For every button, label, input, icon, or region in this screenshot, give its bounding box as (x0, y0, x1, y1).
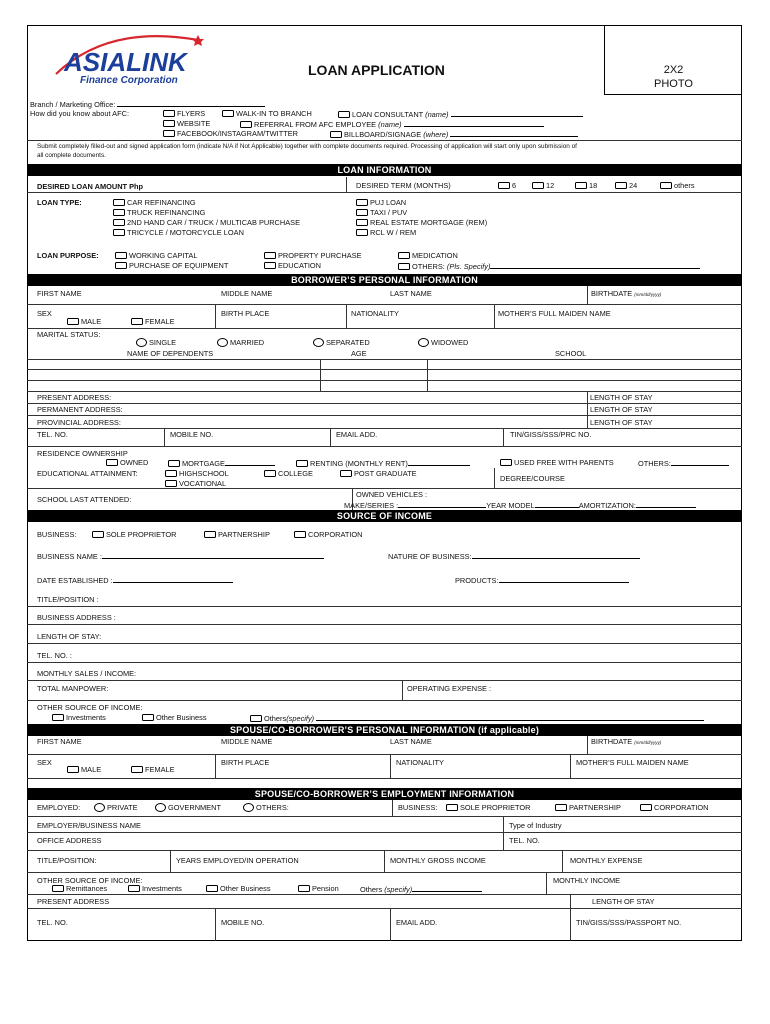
office-address-label: OFFICE ADDRESS (37, 836, 102, 845)
school-last-label: SCHOOL LAST ATTENDED: (37, 495, 132, 504)
spouse-emp-heading: SPOUSE/CO-BORROWER’S EMPLOYMENT INFORMATION (27, 788, 742, 800)
emp-corporation-checkbox[interactable] (640, 804, 652, 811)
rem-checkbox[interactable] (356, 219, 368, 226)
property-checkbox[interactable] (264, 252, 276, 259)
walk-in-label: WALK-IN TO BRANCH (236, 109, 312, 118)
notice-line-1: Submit completely filled-out and signed application form (indicate N/A if Not Applicable) together with complete documents required. Processing of application will start only upon submission of (37, 143, 577, 150)
owned-checkbox[interactable] (106, 459, 118, 466)
facebook-label: FACEBOOK/INSTAGRAM/TWITTER (177, 129, 298, 138)
billboard-field[interactable] (450, 129, 578, 137)
referral-label: REFERRAL FROM AFC EMPLOYEE (254, 120, 377, 129)
income-heading: SOURCE OF INCOME (27, 510, 742, 522)
form-title: LOAN APPLICATION (308, 62, 445, 78)
spouse-female-checkbox[interactable] (131, 766, 143, 773)
monthly-sales-label: MONTHLY SALES / INCOME: (37, 669, 137, 678)
spouse-other-business-checkbox[interactable] (206, 885, 218, 892)
photo-label-1: 2X2 (663, 64, 684, 76)
photo-label-2: PHOTO (654, 78, 693, 90)
age-label: AGE (351, 349, 367, 358)
industry-label: Type of Industry (509, 821, 562, 830)
loan-type-label: LOAN TYPE: (37, 198, 82, 207)
spouse-investments-checkbox[interactable] (128, 885, 140, 892)
income-tel-label: TEL. NO. : (37, 651, 72, 660)
spouse-nationality-label: NATIONALITY (396, 758, 444, 767)
postgrad-checkbox[interactable] (340, 470, 352, 477)
spouse-stay-label: LENGTH OF STAY (592, 897, 655, 906)
flyers-label: FLYERS (177, 109, 206, 118)
billboard-checkbox[interactable] (330, 131, 342, 138)
marital-label: MARITAL STATUS: (37, 330, 101, 339)
birth-place-label: BIRTH PLACE (221, 309, 270, 318)
years-label: YEARS EMPLOYED/IN OPERATION (176, 856, 299, 865)
others-specify-field[interactable] (316, 713, 704, 721)
branch-field[interactable] (117, 99, 265, 107)
government-radio[interactable] (155, 803, 166, 812)
rcl-checkbox[interactable] (356, 229, 368, 236)
vocational-checkbox[interactable] (165, 480, 177, 487)
tin-label: TIN/GISS/SSS/PRC NO. (510, 430, 592, 439)
asialink-logo (48, 34, 228, 88)
college-checkbox[interactable] (264, 470, 276, 477)
second-hand-checkbox[interactable] (113, 219, 125, 226)
emp-business-label: BUSINESS: (398, 803, 438, 812)
tel-label: TEL. NO. (37, 430, 68, 439)
products-label: PRODUCTS: (455, 576, 499, 585)
mortgage-checkbox[interactable] (168, 460, 180, 467)
nationality-label: NATIONALITY (351, 309, 399, 318)
equipment-checkbox[interactable] (115, 262, 127, 269)
single-radio[interactable] (136, 338, 147, 347)
investments-checkbox[interactable] (52, 714, 64, 721)
spouse-heading: SPOUSE/CO-BORROWER’S PERSONAL INFORMATION (if applicable) (27, 724, 742, 736)
desired-amount-label: DESIRED LOAN AMOUNT Php (37, 182, 144, 191)
spouse-title-label: TITLE/POSITION: (37, 856, 97, 865)
married-radio[interactable] (217, 338, 228, 347)
business-address-label: BUSINESS ADDRESS : (37, 613, 116, 622)
other-source-label: OTHER SOURCE OF INCOME: (37, 703, 143, 712)
emp-partnership-checkbox[interactable] (555, 804, 567, 811)
borrower-heading: BORROWER’S PERSONAL INFORMATION (27, 274, 742, 286)
mobile-label: MOBILE NO. (170, 430, 214, 439)
referral-field[interactable] (404, 119, 544, 127)
website-label: WEBSITE (177, 119, 211, 128)
puj-loan-checkbox[interactable] (356, 199, 368, 206)
private-radio[interactable] (94, 803, 105, 812)
term-18-checkbox[interactable] (575, 182, 587, 189)
taxi-checkbox[interactable] (356, 209, 368, 216)
pension-checkbox[interactable] (298, 885, 310, 892)
remittances-checkbox[interactable] (52, 885, 64, 892)
business-label: BUSINESS: (37, 530, 77, 539)
logo-name: ASIALINK (64, 47, 187, 77)
spouse-birthdate-label: BIRTHDATE (591, 737, 633, 746)
birthdate-label: BIRTHDATE (591, 289, 633, 298)
spouse-mobile-label: MOBILE NO. (221, 918, 265, 927)
truck-refinancing-checkbox[interactable] (113, 209, 125, 216)
products-field[interactable] (499, 575, 629, 583)
spouse-sex-label: SEX (37, 758, 52, 767)
used-free-checkbox[interactable] (500, 459, 512, 466)
sex-label: SEX (37, 309, 52, 318)
sole-checkbox[interactable] (92, 531, 104, 538)
branch-label: Branch / Marketing Office: (30, 100, 116, 109)
others-specify-checkbox[interactable] (250, 715, 262, 722)
present-stay-label: LENGTH OF STAY (590, 393, 653, 402)
spouse-birth-place-label: BIRTH PLACE (221, 758, 270, 767)
purpose-others-field[interactable] (490, 261, 700, 269)
loan-purpose-label: LOAN PURPOSE: (37, 251, 99, 260)
separated-radio[interactable] (313, 338, 324, 347)
highschool-checkbox[interactable] (165, 470, 177, 477)
education-label: EDUCATIONAL ATTAINMENT: (37, 469, 138, 478)
provincial-stay-label: LENGTH OF STAY (590, 418, 653, 427)
nature-label: NATURE OF BUSINESS: (388, 552, 472, 561)
residence-label: RESIDENCE OWNERSHIP (37, 449, 128, 458)
email-label: EMAIL ADD. (336, 430, 378, 439)
facebook-checkbox[interactable] (163, 130, 175, 137)
billboard-label: BILLBOARD/SIGNAGE (344, 130, 422, 139)
date-established-field[interactable] (113, 575, 233, 583)
education-checkbox[interactable] (264, 262, 276, 269)
spouse-present-address-label: PRESENT ADDRESS (37, 897, 110, 906)
tricycle-checkbox[interactable] (113, 229, 125, 236)
term-6-checkbox[interactable] (498, 182, 510, 189)
last-name-label: LAST NAME (390, 289, 432, 298)
spouse-first-name-label: FIRST NAME (37, 737, 82, 746)
spouse-other-source-label: OTHER SOURCE OF INCOME: (37, 876, 143, 885)
widowed-radio[interactable] (418, 338, 429, 347)
consultant-label: LOAN CONSULTANT (352, 110, 424, 119)
logo-subtitle: Finance Corporation (80, 75, 178, 86)
male-checkbox[interactable] (67, 318, 79, 325)
spouse-male-checkbox[interactable] (67, 766, 79, 773)
spouse-last-name-label: LAST NAME (390, 737, 432, 746)
spouse-mother-label: MOTHER’S FULL MAIDEN NAME (576, 758, 689, 767)
title-position-label: TITLE/POSITION : (37, 595, 99, 604)
medication-checkbox[interactable] (398, 252, 410, 259)
emp-others-radio[interactable] (243, 803, 254, 812)
owned-vehicles-label: OWNED VEHICLES : (356, 490, 428, 499)
working-capital-checkbox[interactable] (115, 252, 127, 259)
spouse-tel-label: TEL. NO. (37, 918, 68, 927)
first-name-label: FIRST NAME (37, 289, 82, 298)
middle-name-label: MIDDLE NAME (221, 289, 273, 298)
monthly-income-label: MONTHLY INCOME (553, 876, 621, 885)
emp-sole-checkbox[interactable] (446, 804, 458, 811)
term-12-checkbox[interactable] (532, 182, 544, 189)
business-name-field[interactable] (102, 551, 324, 559)
business-name-label: BUSINESS NAME : (37, 552, 102, 561)
employed-label: EMPLOYED: (37, 803, 81, 812)
flyers-checkbox[interactable] (163, 110, 175, 117)
employer-label: EMPLOYER/BUSINESS NAME (37, 821, 141, 830)
dependents-label: NAME OF DEPENDENTS (127, 349, 214, 358)
female-checkbox[interactable] (131, 318, 143, 325)
school-label: SCHOOL (555, 349, 587, 358)
office-tel-label: TEL. NO. (509, 836, 540, 845)
notice-line-2: all complete documents. (37, 152, 106, 159)
operating-label: OPERATING EXPENSE : (407, 684, 492, 693)
consultant-checkbox[interactable] (338, 111, 350, 118)
purpose-others-checkbox[interactable] (398, 263, 410, 270)
mother-label: MOTHER’S FULL MAIDEN NAME (498, 309, 611, 318)
provincial-address-label: PROVINCIAL ADDRESS: (37, 418, 121, 427)
desired-term-label: DESIRED TERM (MONTHS) (356, 181, 451, 190)
nature-field[interactable] (472, 551, 640, 559)
degree-label: DEGREE/COURSE (500, 474, 565, 483)
income-stay-label: LENGTH OF STAY: (37, 632, 102, 641)
consultant-field[interactable] (451, 109, 583, 117)
spouse-email-label: EMAIL ADD. (396, 918, 438, 927)
term-24-checkbox[interactable] (615, 182, 627, 189)
partnership-checkbox[interactable] (204, 531, 216, 538)
car-refinancing-checkbox[interactable] (113, 199, 125, 206)
date-established-label: DATE ESTABLISHED : (37, 576, 113, 585)
spouse-tin-label: TIN/GISS/SSS/PASSPORT NO. (576, 918, 682, 927)
website-checkbox[interactable] (163, 120, 175, 127)
spouse-middle-name-label: MIDDLE NAME (221, 737, 273, 746)
loan-info-heading: LOAN INFORMATION (27, 164, 742, 176)
permanent-address-label: PERMANENT ADDRESS: (37, 405, 123, 414)
present-address-label: PRESENT ADDRESS: (37, 393, 112, 402)
corporation-checkbox[interactable] (294, 531, 306, 538)
how-label: How did you know about AFC: (30, 109, 130, 118)
referral-checkbox[interactable] (240, 121, 252, 128)
gross-label: MONTHLY GROSS INCOME (390, 856, 486, 865)
manpower-label: TOTAL MANPOWER: (37, 684, 109, 693)
term-others-checkbox[interactable] (660, 182, 672, 189)
permanent-stay-label: LENGTH OF STAY (590, 405, 653, 414)
renting-checkbox[interactable] (296, 460, 308, 467)
other-business-checkbox[interactable] (142, 714, 154, 721)
walk-in-checkbox[interactable] (222, 110, 234, 117)
expense-label: MONTHLY EXPENSE (570, 856, 643, 865)
loan-application-page: ASIALINK Finance Corporation LOAN APPLICATION 2X2 PHOTO Branch / Marketing Office: How did you know about AFC: FLYERS WALK-IN TO BRANCH LOAN CONSULTANT (name) WEBSITE REFERRAL FROM AFC EMPLOYEE (name) FACEBOOK/INSTAGRAM/TWITTER BILLBOARD/SIGNAGE (where) Submit completely filled-out and signed application form (indicate N/A if Not Applicable) together with complete documents required. Processing of application will start only upon submission of all complete documents. LOAN INFORMATION DESIRED LOAN AMOUNT Php DESIRED TERM (MONTHS) 6 12 18 24 others LOAN TYPE: CAR REFINANCING TRUCK REFINANCING 2ND HAND CAR / TRUCK / MULTICAB PURCHASE TRICYCLE / MOTORCYCLE LOAN PUJ LOAN TAXI / PUV REAL ESTATE MORTGAGE (REM) RCL W / REM LOAN PURPOSE: WORKING CAPITAL PURCHASE OF EQUIPMENT PROPERTY PURCHASE EDUCATION MEDICATION OTHERS: (Pls. Specify) BORROWER’S PERSONAL INFORMATION FIRST NAME MIDDLE NAME LAST NAME BIRTHDATE (mm/dd/yyyy) SEX MALE FEMALE BIRTH PLACE NATIONALITY MOTHER’S FULL MAIDEN NAME MARITAL STATUS: SINGLE MARRIED SEPARATED WIDOWED NAME OF DEPENDENTS AGE SCHOOL PRESENT ADDRESS: LENGTH OF STAY PERMANENT ADDRESS: LENGTH OF STAY PROVINCIAL ADDRESS: LENGTH OF STAY TEL. NO. MOBILE NO. EMAIL ADD. TIN/GISS/SSS/PRC NO. RESIDENCE OWNERSHIP OWNED MORTGAGE RENTING (MONTHLY RENT) USED FREE WITH PARENTS OTHERS: EDUCATIONAL ATTAINMENT: HIGHSCHOOL COLLEGE POST GRADUATE VOCATIONAL DEGREE/COURSE SCHOOL LAST ATTENDED: OWNED VEHICLES : MAKE/SERIES : YEAR MODEL AMORTIZATION: SOURCE OF INCOME BUSINESS: SOLE PROPRIETOR PARTNERSHIP CORPORATION BUSINESS NAME : NATURE OF BUSINESS: DATE ESTABLISHED : PRODUCTS: TITLE/POSITION : BUSINESS ADDRESS : LENGTH OF STAY: TEL. NO. : MONTHLY SALES / INCOME: TOTAL MANPOWER: OPERATING EXPENSE : OTHER SOURCE OF INCOME: Investments Other Business Others(specify) SPOUSE/CO-BORROWER’S PERSONAL INFORMATION (if applicable) FIRST NAME MIDDLE NAME LAST NAME BIRTHDATE (mm/dd/yyyy) SEX MALE FEMALE BIRTH PLACE NATIONALITY MOTHER’S FULL MAIDEN NAME SPOUSE/CO-BORROWER’S EMPLOYMENT INFORMATION EMPLOYED: PRIVATE GOVERNMENT OTHERS: BUSINESS: SOLE PROPRIETOR PARTNERSHIP CORPORATION EMPLOYER/BUSINESS NAME Type of Industry OFFICE ADDRESS TEL. NO. TITLE/POSITION: YEARS EMPLOYED/IN OPERATION MONTHLY GROSS INCOME MONTHLY EXPENSE OTHER SOURCE OF INCOME: MONTHLY INCOME Remittances Investments Other Business Pension Others (specify) PRESENT ADDRESS LENGTH OF STAY TEL. NO. MOBILE NO. EMAIL ADD. TIN/GISS/SSS/PASSPORT NO. (0, 0, 770, 1024)
photo-box[interactable] (604, 25, 742, 95)
